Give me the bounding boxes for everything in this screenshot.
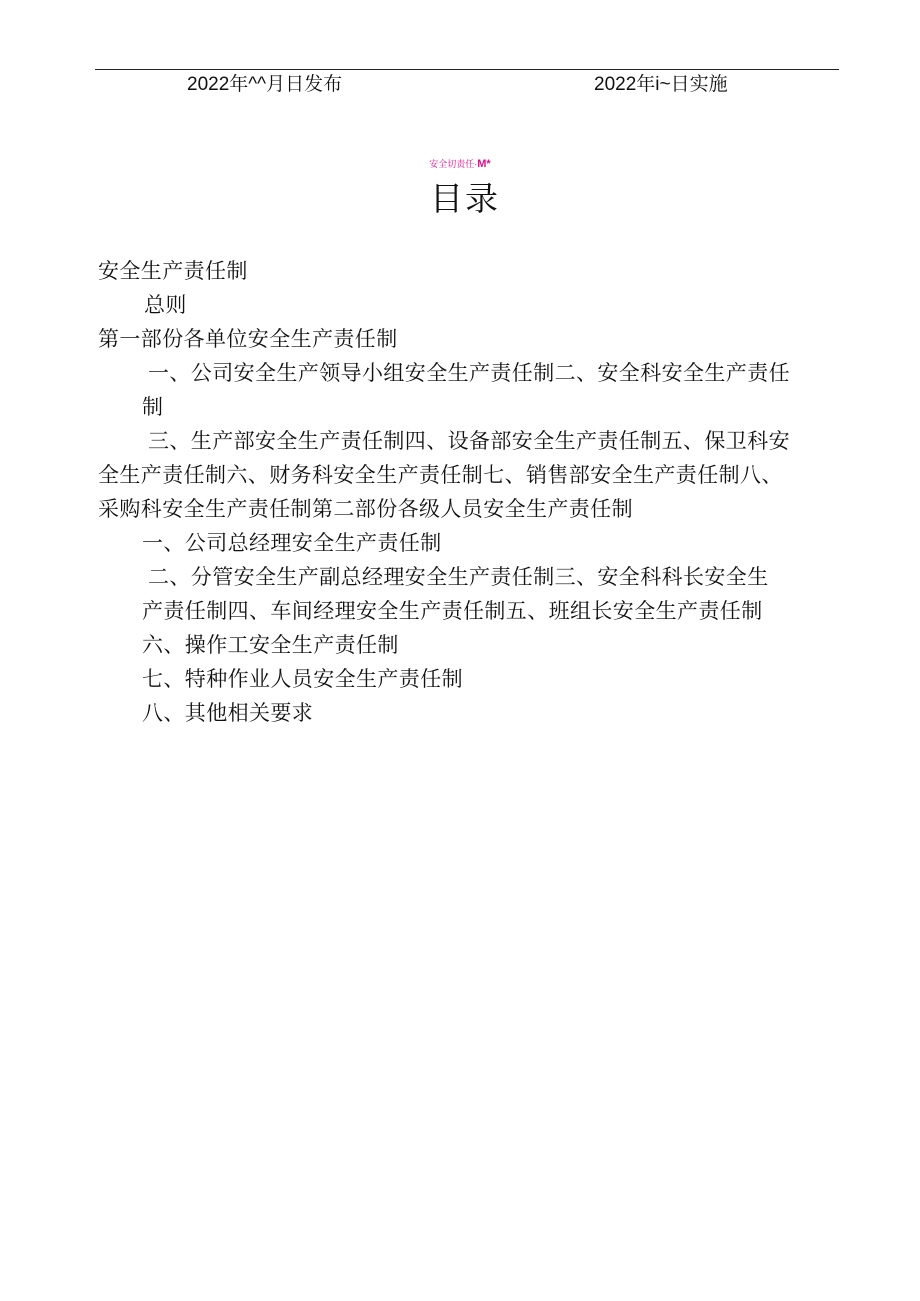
toc-entry[interactable]: 一、公司总经理安全生产责任制 (142, 531, 442, 555)
stamp-text: 安全切责任· (429, 159, 478, 169)
toc-entry[interactable]: 六、操作工安全生产责任制 (142, 633, 399, 657)
toc-entry[interactable]: 七、特种作业人员安全生产责任制 (142, 667, 463, 691)
toc-entry[interactable]: 安全生产责任制 (98, 259, 248, 283)
page-title: 目录 (430, 179, 500, 218)
header-rule (95, 69, 839, 70)
implement-date: 2022年i~日实施 (594, 74, 728, 95)
stamp-mark (0, 157, 920, 171)
publish-date: 2022年^^月日发布 (187, 74, 343, 95)
stamp-letter: M* (477, 158, 491, 170)
toc-entry[interactable]: 总则 (144, 293, 187, 317)
toc-entry[interactable]: 采购科安全生产责任制第二部份各级人员安全生产责任制 (98, 497, 633, 521)
toc-entry[interactable]: 二、分管安全生产副总经理安全生产责任制三、安全科科长安全生 (148, 565, 769, 589)
table-of-contents (98, 254, 858, 730)
toc-entry[interactable]: 八、其他相关要求 (142, 701, 314, 725)
toc-entry[interactable]: 三、生产部安全生产责任制四、设备部安全生产责任制五、保卫科安 (148, 429, 790, 453)
toc-entry[interactable]: 全生产责任制六、财务科安全生产责任制七、销售部安全生产责任制八、 (98, 463, 783, 487)
toc-entry[interactable]: 制 (142, 395, 164, 419)
toc-entry[interactable]: 一、公司安全生产领导小组安全生产责任制二、安全科安全生产责任 (148, 361, 790, 385)
toc-entry[interactable]: 第一部份各单位安全生产责任制 (98, 327, 398, 351)
toc-entry[interactable]: 产责任制四、车间经理安全生产责任制五、班组长安全生产责任制 (142, 599, 763, 623)
